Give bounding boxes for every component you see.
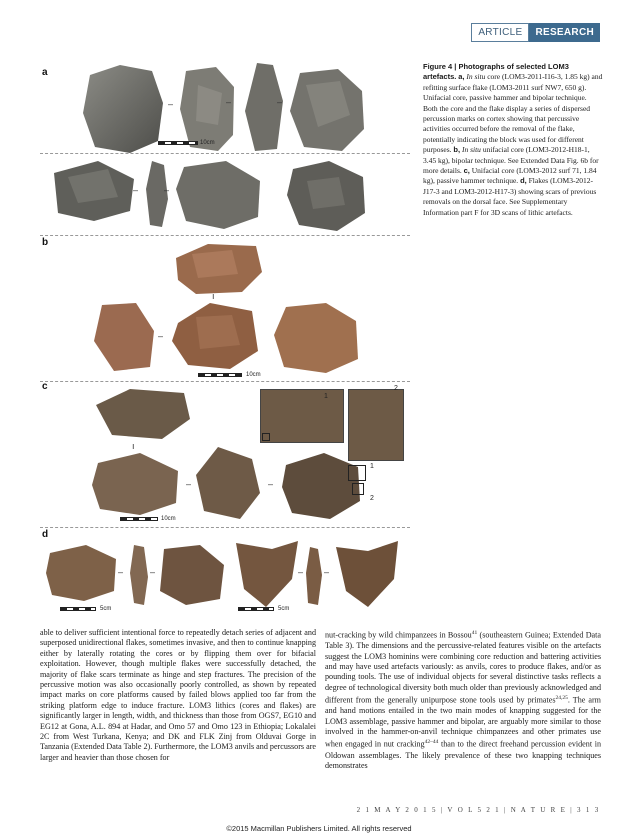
detail-box-2 <box>352 483 364 495</box>
copyright-notice: ©2015 Macmillan Publishers Limited. All rights reserved <box>226 824 412 833</box>
body-column-right <box>325 628 601 771</box>
scale-label-b: 10cm <box>246 372 261 378</box>
dash-mark: ı <box>212 291 215 301</box>
caption-a-label: a, <box>458 72 465 82</box>
panel-label-c: c <box>42 381 48 392</box>
issue-info: 2 1 M A Y 2 0 1 5 | V O L 5 2 1 | N A T U R E | 3 1 3 <box>356 806 600 814</box>
body-right-part-2: (southeastern Guinea; Extended Data Table 3). The dimensions and the percussive-related features visible on the artefacts suggest the LOM3 hominins were combining core reduction and battering activities and may have used artefacts variously: as anvils, cores to produce flakes, and/or as pounding tools. The use of individual objects for several distinctive tasks reflects a degree of technological diversity both much older than previously acknowledged and different from the generally unipurpose stone tools used by primates <box>325 630 602 705</box>
panel-label-d: d <box>42 529 49 540</box>
stone-d3 <box>156 543 226 607</box>
dash-mark: – <box>158 331 164 341</box>
dash-mark: – <box>168 99 174 109</box>
caption-d-text: Flakes (LOM3-2012-J17-3 and LOM3-2012-H17-3) showing scars of previous removals on the dorsal face. See Supplementary Information part F for 3D scans of lithic artefacts. <box>423 176 597 217</box>
divider <box>40 527 410 528</box>
detail-box-1 <box>348 465 366 481</box>
tag-article: ARTICLE <box>471 23 529 42</box>
stone-a7 <box>174 159 264 231</box>
caption-b-italic: In situ <box>461 145 481 155</box>
scale-label-c: 10cm <box>161 516 176 522</box>
stone-a4 <box>288 67 366 153</box>
panel-label-a: a <box>42 67 48 78</box>
figure-caption <box>423 62 603 218</box>
dash-mark: – <box>298 567 304 577</box>
body-column-left: able to deliver sufficient intentional force to repeatedly detach series of adjacent and superposed unidirectional flakes, sometimes invasive, and then to continue knapping either by laterally rotating the cores or by flipping them over for bifacial exploitation. However, though multiple flakes were successfully detached, the majority of flake scars terminate as hinge and step fractures. The precision of the percussive motion was also occasionally poorly controlled, as shown by repeated impact marks on core platforms caused by failed blows applied too far from the striking platform edge to induce fracture. LOM3 lithics (cores and flakes) are significantly larger in length, width, and thickness than those from OGS7, EG10 and EG12 at Gona, A.L. 894 at Hadar, and Omo 57 and Omo 123 in Ethiopia; Lokalalei 2C from West Turkana, Kenya; and DK and FLK Zinj from Olduvai Gorge in Tanzania (Extended Data Table 2). Furthermore, the LOM3 anvils and percussors are larger and heavier than those chosen for <box>40 628 316 762</box>
dash-mark: – <box>186 479 192 489</box>
reference-41: 41 <box>471 630 478 636</box>
stone-d6 <box>332 539 402 609</box>
dash-mark: – <box>277 97 283 107</box>
stone-c4 <box>280 451 362 521</box>
panel-label-b: b <box>42 237 49 248</box>
dash-mark: – <box>150 567 156 577</box>
dash-mark: – <box>268 479 274 489</box>
caption-b-text: unifacial core (LOM3-2012-H18-1, 3.45 kg), bipolar technique. See Extended Data Fig. 6b for more details. <box>423 145 599 176</box>
caption-d-label: d, <box>520 176 527 186</box>
stone-b4 <box>272 301 360 375</box>
caption-c-label: c, <box>463 166 470 176</box>
reference-42-44: 42–44 <box>424 739 439 746</box>
caption-a-text: core (LOM3-2011-I16-3, 1.85 kg) and refitting surface flake (LOM3-2011 surf NW7, 650 g). Unifacial core, passive hammer and bipolar technique. Both the core and the flake display a series of dispersed percussion marks on cortex showing that percussive activities occurred before the removal of the flake, potentially indicating the block was used for different purposes. <box>423 72 603 155</box>
stone-a1 <box>80 63 165 155</box>
inset-number-1: 1 <box>324 393 328 400</box>
divider <box>40 381 410 382</box>
scalebar-d2 <box>238 607 274 611</box>
caption-b-label: b, <box>453 145 461 155</box>
divider <box>40 235 410 236</box>
stone-d1 <box>44 543 120 603</box>
stone-d4 <box>232 539 300 609</box>
dash-mark: – <box>226 97 232 107</box>
scale-label-d1: 5cm <box>100 606 112 612</box>
stone-a8 <box>285 159 367 233</box>
box-number-1: 1 <box>370 463 374 470</box>
figure-4 <box>40 55 410 620</box>
scalebar-a <box>158 141 198 145</box>
inset-number-2: 2 <box>394 385 398 392</box>
scalebar-b <box>198 373 242 377</box>
body-right-part-3: . The arm and hand motions entailed in the two main modes of knapping suggested for the LOM3 assemblage, passive hammer and bipolar, are arguably more similar to those involved in the hammer-on-anvil technique chimpanzees and other primates use when engaged in nut cracking <box>325 695 601 750</box>
stone-b2 <box>92 301 156 373</box>
stone-b3 <box>170 301 260 371</box>
dash-mark: – <box>133 185 139 195</box>
box-number-2: 2 <box>370 495 374 502</box>
scalebar-c <box>120 517 158 521</box>
caption-title: Figure 4 | Photographs of selected LOM3 artefacts. <box>423 62 569 82</box>
stone-d5 <box>304 545 324 607</box>
tag-research: RESEARCH <box>529 23 600 42</box>
stone-a5 <box>48 159 138 223</box>
dash-mark: – <box>118 567 124 577</box>
stone-c3 <box>194 445 262 521</box>
stone-d2 <box>128 543 150 607</box>
scale-label-d2: 5cm <box>278 606 290 612</box>
header-tags <box>471 23 600 42</box>
scale-label-a: 10cm <box>200 140 215 146</box>
divider <box>40 153 410 154</box>
dash-mark: ı <box>132 441 135 451</box>
scalebar-d1 <box>60 607 96 611</box>
body-right-part-1: nut-cracking by wild chimpanzees in Bossou <box>325 630 472 640</box>
reference-24-25: 24,25 <box>555 695 568 702</box>
dash-mark: – <box>324 567 330 577</box>
stone-a3 <box>243 61 285 153</box>
inset-photo-1 <box>260 389 344 443</box>
body-right-part-4: than to the direct freehand percussion evident in Oldowan assemblages. The likely prevalence of these two knapping techniques demonstrates <box>325 740 602 770</box>
inset-marker <box>262 433 270 441</box>
dash-mark: – <box>164 185 170 195</box>
stone-b1 <box>172 240 264 296</box>
caption-a-italic: In situ <box>466 72 486 82</box>
stone-c2 <box>90 451 182 517</box>
stone-c1 <box>92 385 192 441</box>
caption-c-text: Unifacial core (LOM3-2012 surf 71, 1.84 kg), passive hammer technique. <box>423 166 597 186</box>
